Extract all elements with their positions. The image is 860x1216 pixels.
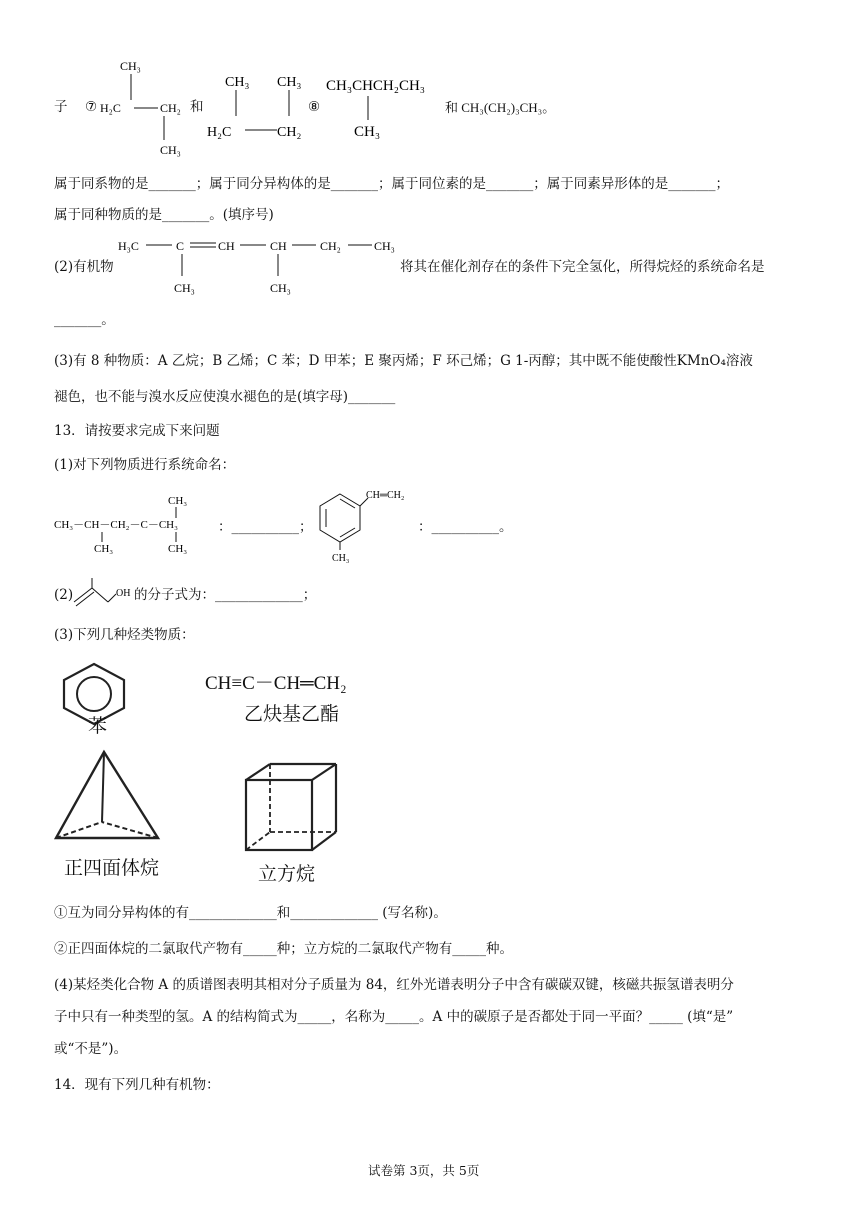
line-prefix: 子: [54, 99, 68, 115]
svg-text:CH₃: CH₃: [277, 75, 302, 90]
q13-title: 13．请按要求完成下来问题: [54, 423, 220, 439]
svg-text:CH₃: CH₃: [94, 543, 114, 555]
page-footer: 试卷第 3页，共 5页: [368, 1163, 480, 1178]
svg-text:H₃C: H₃C: [118, 239, 139, 253]
svg-text:CH═CH₂: CH═CH₂: [366, 490, 405, 501]
q13-p2-text: 的分子式为：_____________；: [134, 587, 317, 603]
structure-allyl-alcohol: [70, 576, 136, 610]
svg-text:CH₃: CH₃: [168, 543, 188, 555]
svg-text:CH₃: CH₃: [168, 495, 188, 507]
svg-text:CH₃: CH₃: [270, 281, 291, 295]
q12-line: 属于同系物的是_______；属于同分异构体的是_______；属于同位素的是_______；属于同素异形体的是_______；: [54, 176, 729, 192]
q13-qi: ①互为同分异构体的有_____________和_____________ (写名称)。: [54, 905, 447, 921]
q12-p3-line1: (3)有 8 种物质：A 乙烷；B 乙烯；C 苯；D 甲苯；E 聚丙烯；F 环己烯；G 1-丙醇；其中既不能使酸性KMnO₄溶液: [54, 353, 753, 369]
s7a-ch3: CH₃: [120, 59, 141, 73]
svg-text:C: C: [176, 239, 185, 253]
svg-text:CH₃: CH₃: [332, 553, 350, 564]
vinylacetylene-formula: CH≡C－CH═CH₂: [205, 673, 347, 694]
tetrahedrane-drawing: [52, 748, 164, 848]
structure-branched-alkane: [52, 490, 227, 560]
s7a-ch2: CH₂: [160, 101, 181, 115]
svg-text:CH: CH: [270, 239, 287, 253]
svg-text:CH: CH: [218, 239, 235, 253]
and-1: 和: [190, 99, 204, 115]
structure-alkene: [116, 232, 406, 298]
svg-text:CH₃: CH₃: [354, 124, 381, 140]
cubane-label: 立方烷: [258, 863, 316, 885]
q13-qii: ②正四面体烷的二氯取代产物有_____种；立方烷的二氯取代产物有_____种。: [54, 941, 513, 957]
q13-p4-line2: 子中只有一种类型的氢。A 的结构简式为_____，名称为_____。A 中的碳原子是否都处于同一平面？_____ (填“是”: [54, 1009, 734, 1025]
q12-p2-prefix: (2)有机物: [54, 259, 114, 275]
structure-7a: [98, 56, 198, 160]
svg-text:CH₂: CH₂: [277, 125, 302, 140]
s7a-h2c: H₂C: [100, 101, 121, 115]
label-7: ⑦: [85, 99, 98, 115]
structure-methylstyrene: [310, 484, 420, 566]
q13-p2-prefix: (2): [54, 587, 74, 603]
svg-text:CH₃CHCH₂CH₃: CH₃CHCH₂CH₃: [326, 78, 426, 94]
svg-text:CH₃－CH－CH₂－C－CH₃: CH₃－CH－CH₂－C－CH₃: [54, 519, 178, 531]
q13-sep1: ：__________；: [218, 519, 313, 535]
tetrahedrane-label: 正四面体烷: [64, 857, 160, 879]
q12-p2-suffix: 将其在催化剂存在的条件下完全氢化，所得烷烃的系统命名是: [400, 259, 765, 275]
label-8: ⑧: [308, 99, 321, 115]
svg-text:CH₃: CH₃: [374, 239, 395, 253]
q12-line2: 属于同种物质的是_______。(填序号): [54, 207, 274, 223]
svg-text:CH₃: CH₃: [225, 75, 250, 90]
benzene-label: 苯: [88, 715, 108, 737]
q13-p4-line3: 或“不是”)。: [54, 1041, 128, 1057]
svg-text:OH: OH: [116, 588, 131, 599]
structure-7b: [205, 70, 315, 142]
q13-p4-line1: (4)某烃类化合物 A 的质谱图表明其相对分子质量为 84，红外光谱表明分子中含有碳碳双键，核磁共振氢谱表明分: [54, 977, 734, 993]
q14-title: 14．现有下列几种有机物：: [54, 1077, 220, 1093]
cubane-drawing: [240, 760, 350, 856]
structure-8: [324, 74, 454, 140]
q13-p3: (3)下列几种烃类物质：: [54, 627, 195, 643]
q12-p3-line2: 褪色，也不能与溴水反应使溴水褪色的是(填字母)_______: [54, 389, 396, 405]
svg-text:H₂C: H₂C: [207, 125, 232, 140]
q13-p1: (1)对下列物质进行系统命名：: [54, 457, 236, 473]
q13-sep2: ：__________。: [418, 519, 513, 535]
vinylacetylene-label: 乙炔基乙酯: [244, 703, 340, 725]
svg-text:CH₃: CH₃: [174, 281, 195, 295]
q12-p2-blank: _______。: [54, 312, 115, 328]
and-butane: 和 CH₃(CH₂)₃CH₃。: [445, 100, 556, 115]
s7a-ch3b: CH₃: [160, 143, 181, 157]
svg-text:CH₂: CH₂: [320, 239, 341, 253]
